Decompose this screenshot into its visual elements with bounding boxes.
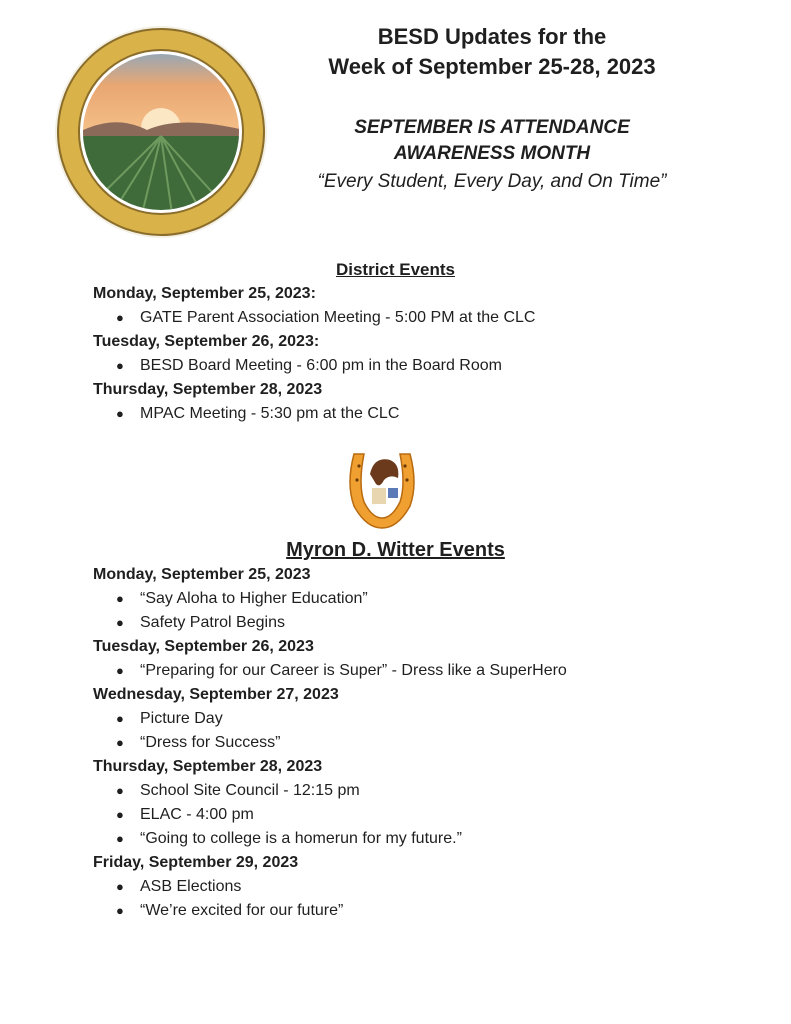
witter-day-heading: Friday, September 29, 2023 [93,854,299,871]
bullet-icon: ● [116,783,124,798]
district-day-heading: Monday, September 25, 2023: [93,285,316,302]
district-day-heading: Thursday, September 28, 2023 [93,381,323,398]
attendance-subtitle-line-2: AWARENESS MONTH [393,143,591,164]
witter-events-list [93,563,753,923]
bullet-icon: ● [116,807,124,822]
list-item [93,803,753,827]
bullet-icon: ● [116,615,124,630]
bullet-icon: ● [116,591,124,606]
bullet-icon: ● [116,831,124,846]
list-item [93,827,753,851]
bullet-icon: ● [116,735,124,750]
event-text: MPAC Meeting - 5:30 pm at the CLC [140,405,400,422]
event-text: ELAC - 4:00 pm [140,806,254,823]
bullet-icon: ● [116,711,124,726]
page-title-line-1: BESD Updates for the [377,24,607,49]
bullet-icon: ● [116,358,124,373]
bullet-icon: ● [116,310,124,325]
witter-day-heading: Wednesday, September 27, 2023 [93,686,339,703]
list-item [93,899,753,923]
district-events-title: District Events [335,260,456,279]
attendance-subtitle-line-1: SEPTEMBER IS ATTENDANCE [354,117,630,138]
district-day-heading: Tuesday, September 26, 2023: [93,333,320,350]
witter-day-heading: Monday, September 25, 2023 [93,566,311,583]
witter-day-heading: Thursday, September 28, 2023 [93,758,323,775]
event-text: Safety Patrol Begins [140,614,285,631]
list-item [93,402,753,426]
district-events-list [93,282,753,426]
district-seal-logo [52,24,270,240]
attendance-quote: “Every Student, Every Day, and On Time” [317,171,667,192]
event-text: Picture Day [140,710,223,727]
bullet-icon: ● [116,406,124,421]
event-text: “We’re excited for our future” [140,902,344,919]
witter-wranglers-logo [340,444,424,530]
bullet-icon: ● [116,879,124,894]
list-item [93,779,753,803]
list-item [93,587,753,611]
page-title-line-2: Week of September 25-28, 2023 [328,54,656,79]
bullet-icon: ● [116,903,124,918]
event-text: “Going to college is a homerun for my future.” [140,830,462,847]
list-item [93,611,753,635]
list-item [93,731,753,755]
event-text: “Preparing for our Career is Super” - Dress like a SuperHero [140,662,567,679]
event-text: “Dress for Success” [140,734,281,751]
bullet-icon: ● [116,663,124,678]
event-text: School Site Council - 12:15 pm [140,782,360,799]
list-item [93,875,753,899]
list-item [93,659,753,683]
witter-events-title: Myron D. Witter Events [286,539,505,561]
event-text: BESD Board Meeting - 6:00 pm in the Board Room [140,357,502,374]
list-item [93,306,753,330]
list-item [93,707,753,731]
list-item [93,354,753,378]
event-text: GATE Parent Association Meeting - 5:00 PM at the CLC [140,309,536,326]
event-text: ASB Elections [140,878,242,895]
witter-day-heading: Tuesday, September 26, 2023 [93,638,314,655]
event-text: “Say Aloha to Higher Education” [140,590,368,607]
